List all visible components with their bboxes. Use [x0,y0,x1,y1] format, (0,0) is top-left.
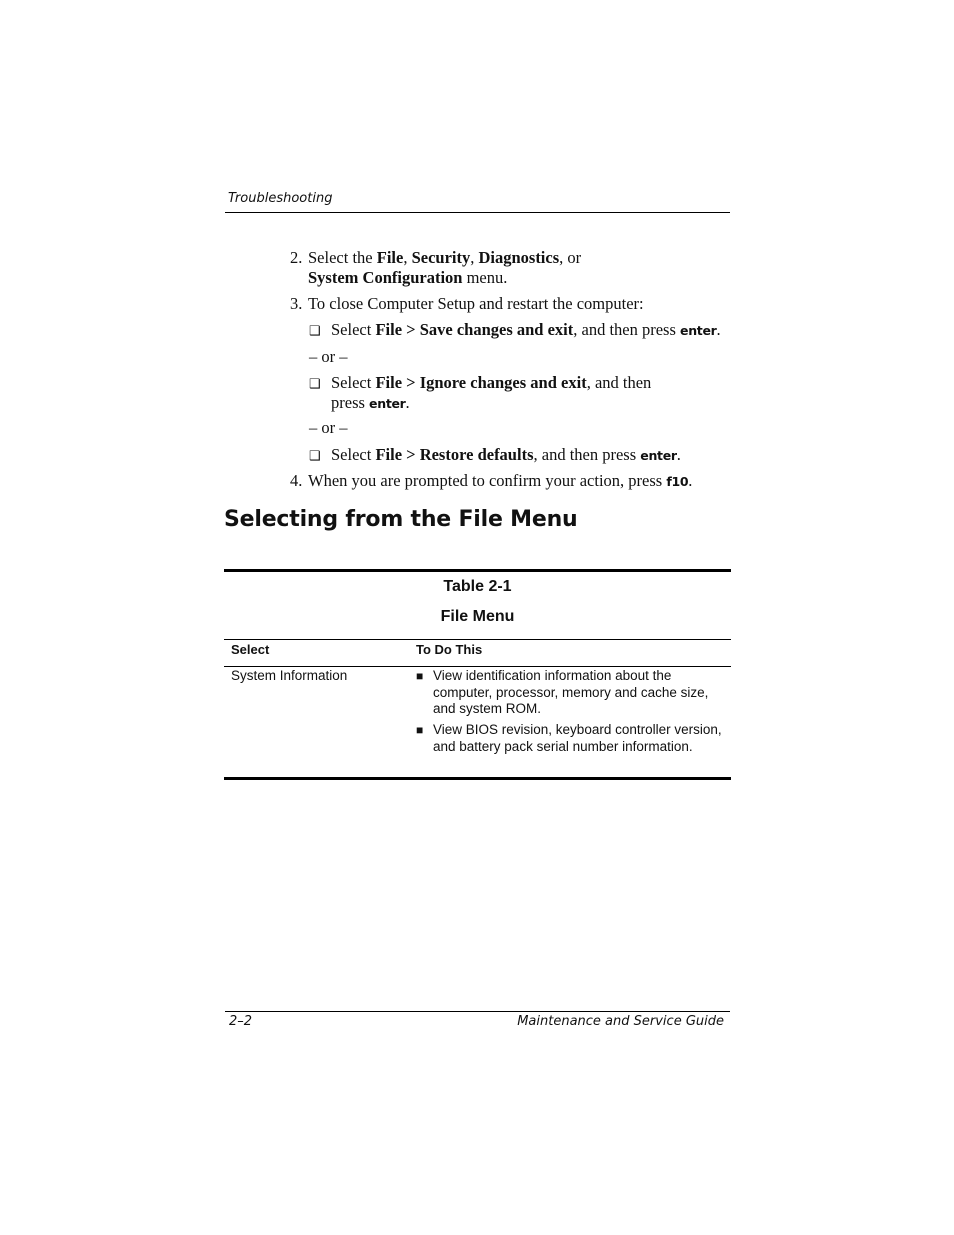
checkbox-bullet-icon: ❑ [309,323,321,338]
section-title: Selecting from the File Menu [224,507,578,532]
square-bullet-icon: ■ [416,723,424,737]
text-span: , [470,248,479,267]
menu-action: Restore defaults [419,445,534,464]
text-span: Select [331,320,376,339]
option-ignore-changes-line2 [331,393,410,414]
square-bullet-icon: ■ [416,669,424,683]
text-span: press [331,392,370,412]
menu-file: File [376,248,404,267]
table-header-top-rule [224,639,731,640]
key-enter: enter [640,448,677,463]
text-span: , [403,248,412,267]
menu-system-configuration: System Configuration [308,267,463,287]
checkbox-bullet-icon: ❑ [309,376,321,391]
table-top-rule [224,569,731,572]
text-span: menu. [462,267,508,287]
text-span: , and then press [573,320,681,339]
menu-separator: > [402,320,420,339]
table-header-bottom-rule [224,666,731,667]
menu-file: File [375,445,403,464]
table-header-to-do-this: To Do This [416,642,483,657]
step-text: To close Computer Setup and restart the computer: [308,294,644,313]
table-bottom-rule [224,777,731,780]
menu-separator: > [402,445,420,464]
footer-rule [225,1011,730,1012]
table-cell-select: System Information [231,668,348,683]
text-span: Select the [308,248,377,267]
header-rule [225,212,730,213]
text-span: , and then press [533,445,641,464]
table-number: Table 2-1 [443,578,512,595]
key-f10: f10 [666,474,689,489]
key-enter: enter [680,323,717,338]
option-restore-defaults [309,445,681,466]
text-span: , and then [586,373,652,392]
step-number: 2. [290,248,303,267]
page-number: 2–2 [229,1014,253,1029]
menu-action: Ignore changes and exit [419,373,587,392]
option-save-changes [309,320,721,341]
bullet-text: View identification information about the computer, processor, memory and cache size, and system ROM. [433,668,709,716]
text-span: . [676,445,681,464]
text-span: Select [331,445,376,464]
step-text-line2 [308,268,507,288]
text-span: . [688,471,693,490]
step-text [308,248,581,268]
step-text [308,471,692,492]
menu-diagnostics: Diagnostics [478,248,560,267]
footer-title: Maintenance and Service Guide [517,1014,724,1029]
option-ignore-changes [309,373,651,394]
checkbox-bullet-icon: ❑ [309,448,321,463]
key-enter: enter [369,395,406,411]
menu-file: File [375,373,403,392]
table-header-select: Select [231,642,270,657]
table-bullet-item [416,722,721,774]
text-span: When you are prompted to confirm your action, press [308,471,667,490]
menu-file: File [375,320,403,339]
menu-action: Save changes and exit [419,320,574,339]
step-number: 3. [290,294,303,313]
text-span: . [716,320,721,339]
menu-separator: > [402,373,420,392]
or-separator: – or – [309,418,348,437]
running-head: Troubleshooting [228,191,333,206]
menu-security: Security [411,248,471,267]
text-span: Select [331,373,376,392]
text-span: . [405,392,410,412]
step-number: 4. [290,471,303,490]
or-separator: – or – [309,347,348,366]
text-span: , or [559,248,582,267]
bullet-text: View BIOS revision, keyboard controller version, and battery pack serial number information. [433,722,722,754]
table-title: File Menu [440,608,515,625]
table-bullet-item [416,668,721,720]
